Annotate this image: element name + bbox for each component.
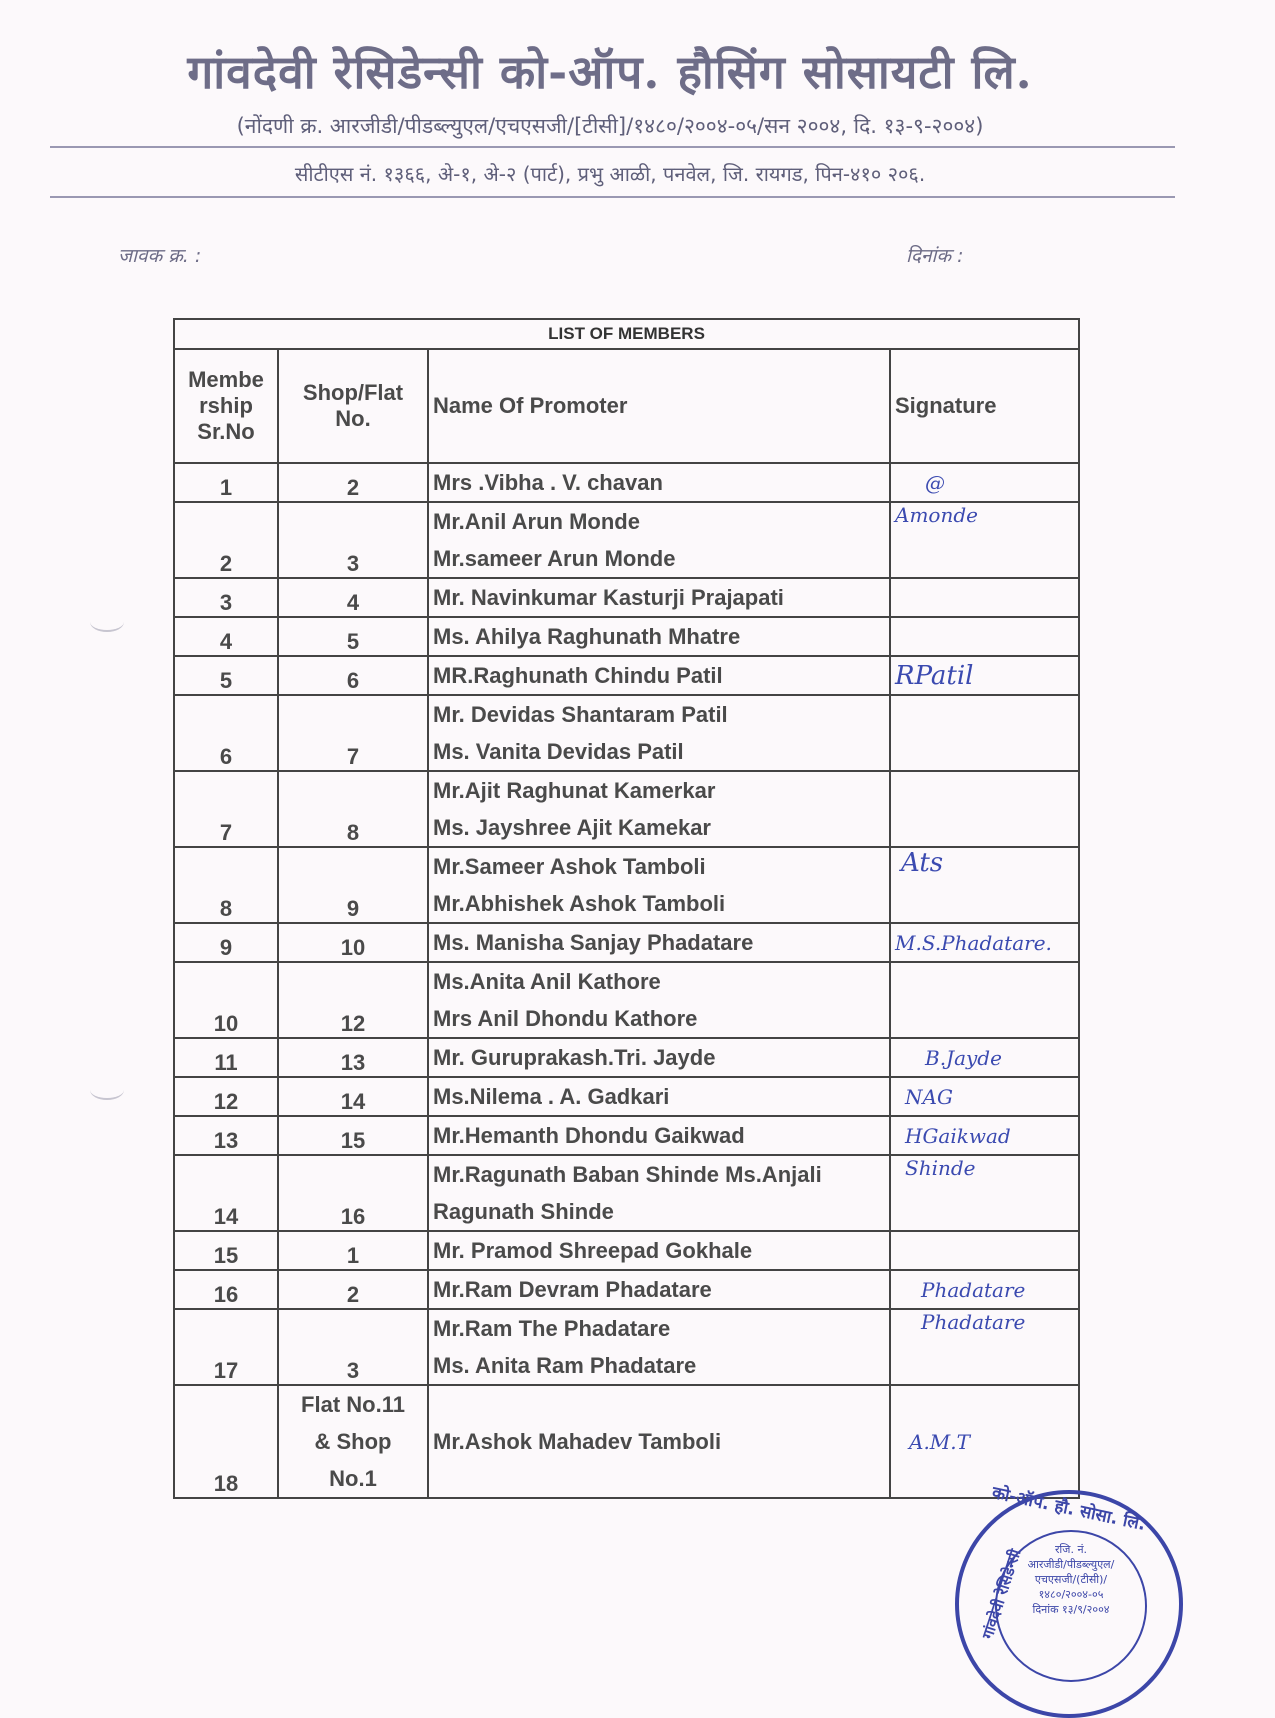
promoter-name: Mr.Hemanth Dhondu Gaikwad (433, 1123, 745, 1148)
header-divider-bottom (50, 196, 1175, 198)
cell-sr: 10 (174, 962, 278, 1038)
cell-name (428, 502, 890, 578)
cell-shop: 14 (278, 1077, 428, 1116)
promoter-name: Mr.Ram Devram Phadatare (433, 1277, 712, 1302)
header-sr-no (174, 349, 278, 463)
cell-name (428, 1385, 890, 1498)
table-row (174, 578, 1079, 617)
handwritten-signature: Amonde (895, 503, 978, 527)
table-caption: LIST OF MEMBERS (174, 319, 1079, 349)
table-row (174, 463, 1079, 502)
cell-shop: 8 (278, 771, 428, 847)
cell-signature (890, 1155, 1079, 1231)
promoter-name: Mr.Anil Arun Monde (433, 509, 640, 534)
cell-name (428, 578, 890, 617)
header-sr-no-line: rship (199, 393, 253, 418)
members-table (173, 318, 1080, 1499)
handwritten-signature: Ats (901, 848, 944, 878)
table-row (174, 1385, 1079, 1498)
cell-signature (890, 923, 1079, 962)
stamp-line: १४८०/२००४-०५ (1038, 1588, 1104, 1601)
table-row (174, 1116, 1079, 1155)
registration-line: (नोंदणी क्र. आरजीडी/पीडब्ल्युएल/एचएसजी/[टीसी]/१४८०/२००४-०५/सन २००४, दि. १३-९-२००४) (236, 114, 984, 138)
promoter-name: Mrs Anil Dhondu Kathore (433, 1006, 698, 1031)
cell-sr: 11 (174, 1038, 278, 1077)
handwritten-signature: M.S.Phadatare. (895, 930, 1052, 955)
cell-shop: 13 (278, 1038, 428, 1077)
table-row (174, 502, 1079, 578)
cell-name (428, 771, 890, 847)
cell-name (428, 1155, 890, 1231)
society-seal-stamp (955, 1482, 1183, 1718)
cell-shop: 3 (278, 502, 428, 578)
header-shop-line: Shop/Flat (302, 380, 404, 405)
table-row (174, 962, 1079, 1038)
cell-signature (890, 695, 1079, 771)
cell-sr: 18 (174, 1385, 278, 1498)
cell-shop: 7 (278, 695, 428, 771)
promoter-name: Ms.Nilema . A. Gadkari (433, 1084, 670, 1109)
promoter-name: Mr.Ram The Phadatare (433, 1316, 671, 1341)
table-row (174, 1155, 1079, 1231)
cell-name (428, 1231, 890, 1270)
handwritten-signature: @ (925, 470, 945, 495)
handwritten-signature: Shinde (905, 1156, 976, 1180)
promoter-name: Ms. Anita Ram Phadatare (433, 1353, 697, 1378)
cell-name (428, 1309, 890, 1385)
promoter-name: Mr. Guruprakash.Tri. Jayde (433, 1045, 716, 1070)
promoter-name: Ms. Vanita Devidas Patil (433, 739, 684, 764)
table-row (174, 771, 1079, 847)
table-row (174, 1231, 1079, 1270)
stamp-ring-text: को-ऑप. हौ. सोसा. लि. (990, 1482, 1148, 1535)
table-row (174, 847, 1079, 923)
cell-sr: 17 (174, 1309, 278, 1385)
table-row (174, 1077, 1079, 1116)
punch-hole-mark (90, 612, 124, 632)
handwritten-signature: RPatil (895, 660, 974, 691)
cell-name (428, 1116, 890, 1155)
cell-shop: 4 (278, 578, 428, 617)
cell-name (428, 1038, 890, 1077)
stamp-line: रजि. नं. (1054, 1543, 1088, 1556)
cell-sr: 6 (174, 695, 278, 771)
cell-sr: 4 (174, 617, 278, 656)
cell-signature (890, 617, 1079, 656)
handwritten-signature: A.M.T (909, 1429, 970, 1454)
cell-sr: 5 (174, 656, 278, 695)
society-name: गांवदेवी रेसिडेन्सी को-ऑप. हौसिंग सोसायटी लि. (187, 45, 1033, 99)
table-header-row (174, 349, 1079, 463)
table-row (174, 1309, 1079, 1385)
promoter-name: Mr. Devidas Shantaram Patil (433, 702, 728, 727)
table-row (174, 923, 1079, 962)
cell-name (428, 656, 890, 695)
cell-shop: 10 (278, 923, 428, 962)
cell-name (428, 1270, 890, 1309)
promoter-name: Ms. Ahilya Raghunath Mhatre (433, 624, 741, 649)
header-promoter-name: Name Of Promoter (428, 349, 890, 463)
stamp-center (995, 1530, 1147, 1682)
cell-sr: 7 (174, 771, 278, 847)
cell-sr: 8 (174, 847, 278, 923)
cell-signature (890, 1270, 1079, 1309)
table-row (174, 656, 1079, 695)
cell-name (428, 695, 890, 771)
stamp-line: दिनांक १३/९/२००४ (1032, 1603, 1110, 1616)
cell-signature (890, 502, 1079, 578)
header-shop-flat (278, 349, 428, 463)
cell-shop (278, 1385, 428, 1498)
cell-signature (890, 463, 1079, 502)
stamp-line: आरजीडी/पीडब्ल्युएल/ (1027, 1558, 1115, 1571)
handwritten-signature: NAG (905, 1084, 953, 1109)
reference-label: जावक क्र. : (118, 245, 202, 267)
promoter-name: Mr.Abhishek Ashok Tamboli (433, 891, 726, 916)
cell-sr: 3 (174, 578, 278, 617)
cell-shop: 15 (278, 1116, 428, 1155)
stamp-side-text: गांवदेवी रेसिडेन्सी (978, 1546, 1025, 1642)
cell-sr: 13 (174, 1116, 278, 1155)
cell-name (428, 463, 890, 502)
handwritten-signature: Phadatare (921, 1310, 1026, 1334)
cell-sr: 2 (174, 502, 278, 578)
promoter-name: Ragunath Shinde (433, 1199, 614, 1224)
cell-sr: 16 (174, 1270, 278, 1309)
handwritten-signature: Phadatare (921, 1277, 1026, 1302)
handwritten-signature: HGaikwad (905, 1123, 1011, 1148)
cell-sr: 1 (174, 463, 278, 502)
promoter-name: Mr.Sameer Ashok Tamboli (433, 854, 706, 879)
promoter-name: Ms.Anita Anil Kathore (433, 969, 661, 994)
cell-name (428, 923, 890, 962)
promoter-name: MR.Raghunath Chindu Patil (433, 663, 723, 688)
address-line: सीटीएस नं. १३६६, अे-१, अे-२ (पार्ट), प्रभु आळी, पनवेल, जि. रायगड, पिन-४१० २०६. (294, 162, 926, 186)
header-sr-no-line: Sr.No (197, 419, 255, 444)
promoter-name: Ms. Manisha Sanjay Phadatare (433, 930, 754, 955)
cell-shop: 2 (278, 1270, 428, 1309)
promoter-name: Mr.Ajit Raghunat Kamerkar (433, 778, 716, 803)
cell-signature (890, 578, 1079, 617)
cell-shop: 1 (278, 1231, 428, 1270)
shop-line: Flat No.11 (301, 1392, 405, 1417)
cell-name (428, 1077, 890, 1116)
shop-line: No.1 (329, 1466, 377, 1491)
promoter-name: Ms. Jayshree Ajit Kamekar (433, 815, 711, 840)
cell-signature (890, 771, 1079, 847)
promoter-name: Mr.sameer Arun Monde (433, 546, 676, 571)
cell-signature (890, 1038, 1079, 1077)
table-row (174, 617, 1079, 656)
header-signature: Signature (890, 349, 1079, 463)
cell-signature (890, 1231, 1079, 1270)
punch-hole-mark (90, 1080, 124, 1100)
cell-signature (890, 1077, 1079, 1116)
table-row (174, 695, 1079, 771)
cell-name (428, 847, 890, 923)
cell-shop: 6 (278, 656, 428, 695)
header-divider-top (50, 146, 1175, 148)
handwritten-signature: B.Jayde (925, 1045, 1002, 1070)
cell-shop: 12 (278, 962, 428, 1038)
promoter-name: Mr. Navinkumar Kasturji Prajapati (433, 585, 784, 610)
date-label: दिनांक : (906, 245, 964, 267)
cell-shop: 2 (278, 463, 428, 502)
promoter-name: Mr.Ashok Mahadev Tamboli (433, 1429, 722, 1454)
cell-shop: 9 (278, 847, 428, 923)
cell-signature (890, 656, 1079, 695)
cell-shop: 5 (278, 617, 428, 656)
cell-sr: 14 (174, 1155, 278, 1231)
cell-signature (890, 962, 1079, 1038)
promoter-name: Mrs .Vibha . V. chavan (433, 470, 663, 495)
cell-sr: 15 (174, 1231, 278, 1270)
table-row (174, 1038, 1079, 1077)
cell-shop: 3 (278, 1309, 428, 1385)
cell-signature (890, 1116, 1079, 1155)
promoter-name: Mr.Ragunath Baban Shinde Ms.Anjali (433, 1162, 822, 1187)
cell-signature (890, 1309, 1079, 1385)
header-shop-line: No. (335, 406, 371, 431)
header-sr-no-line: Membe (188, 367, 264, 392)
cell-sr: 9 (174, 923, 278, 962)
cell-name (428, 962, 890, 1038)
cell-signature (890, 847, 1079, 923)
cell-name (428, 617, 890, 656)
stamp-line: एचएसजी/(टीसी)/ (1034, 1573, 1108, 1586)
table-row (174, 1270, 1079, 1309)
cell-sr: 12 (174, 1077, 278, 1116)
promoter-name: Mr. Pramod Shreepad Gokhale (433, 1238, 753, 1263)
cell-shop: 16 (278, 1155, 428, 1231)
shop-line: & Shop (314, 1429, 392, 1454)
